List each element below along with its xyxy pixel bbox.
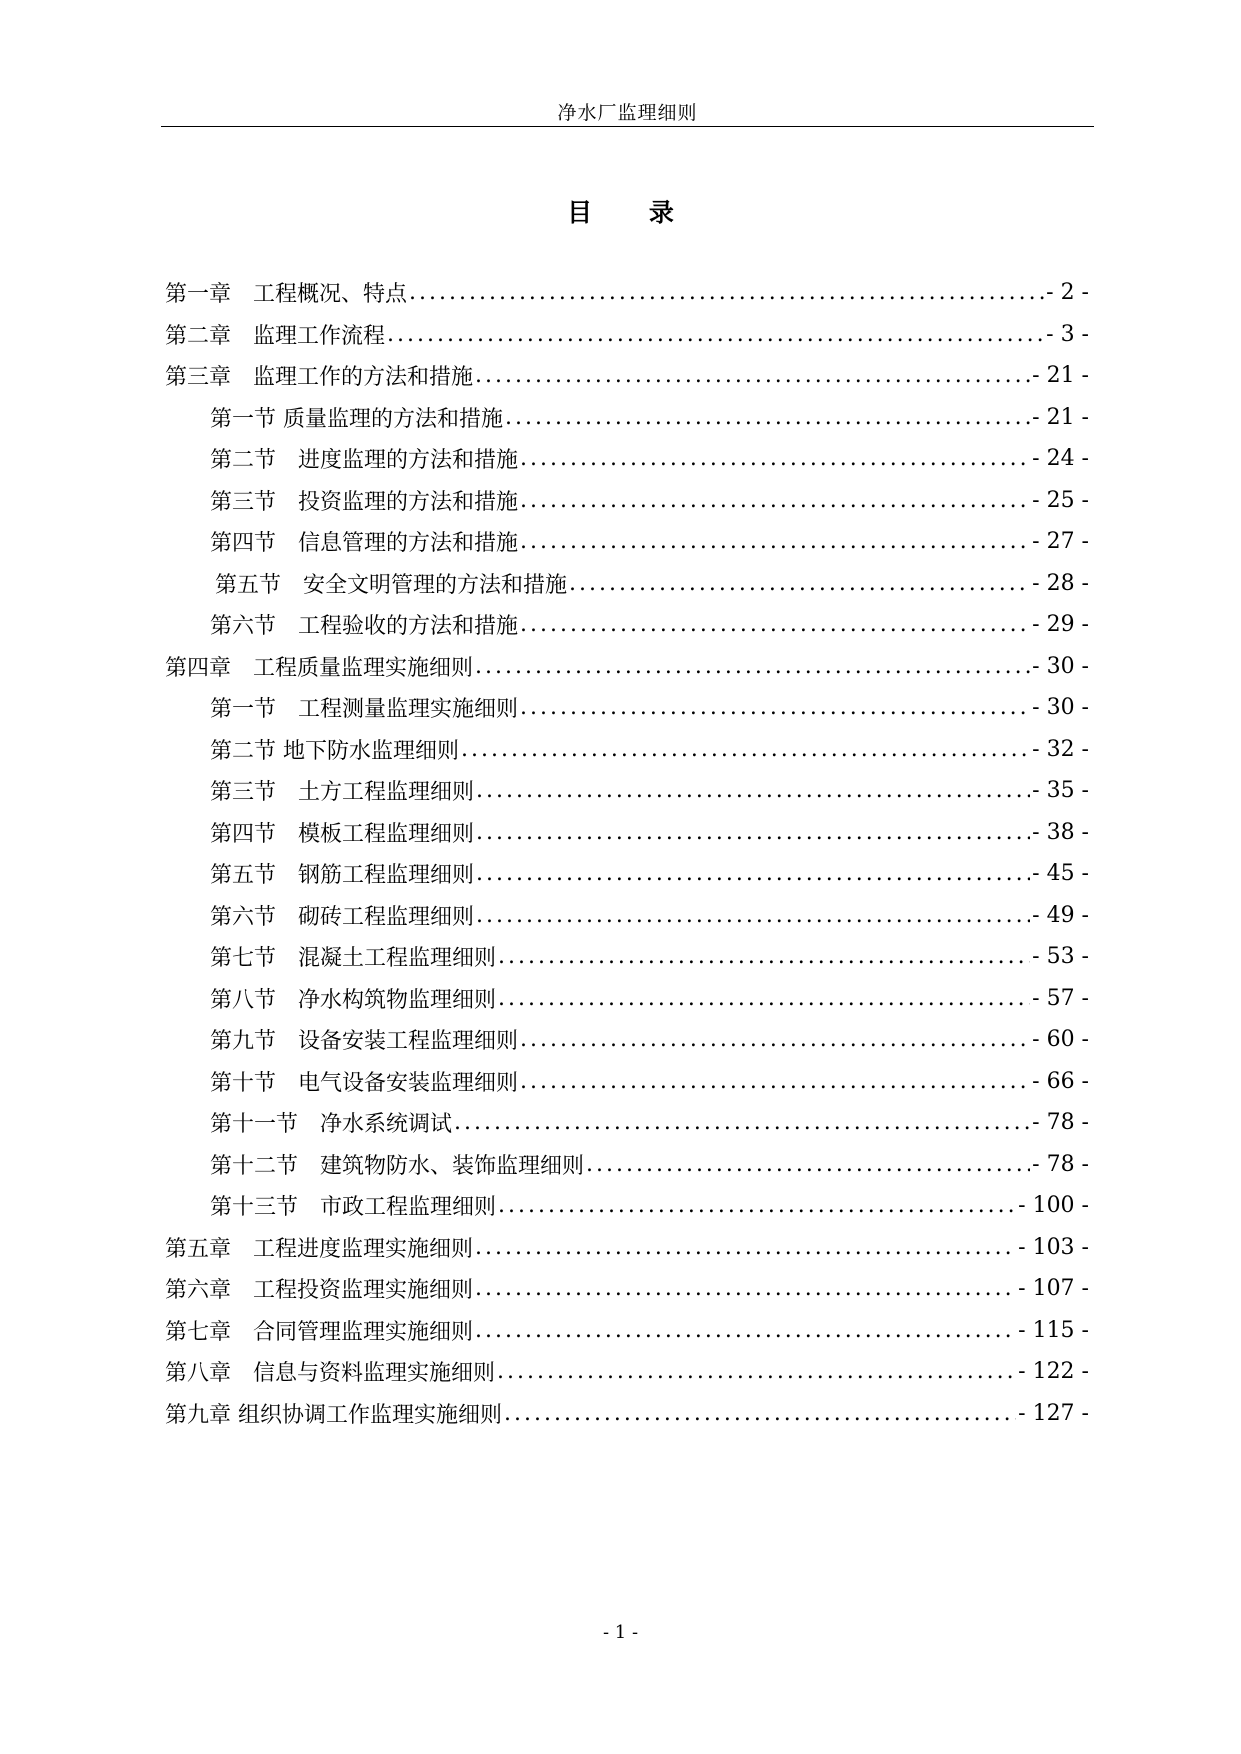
toc-page-number: - 30 - — [1032, 695, 1089, 721]
toc-entry-section[interactable] — [165, 1061, 1089, 1103]
page-footer-number: - 1 - — [602, 1622, 639, 1643]
toc-page-number: - 3 - — [1046, 321, 1089, 347]
toc-entry-section[interactable] — [165, 812, 1089, 854]
dot-leader — [475, 363, 1030, 388]
toc-entry-chapter-3[interactable] — [165, 355, 1089, 397]
toc-entry-section[interactable] — [165, 770, 1089, 812]
toc-entry-text: 第五节 安全文明管理的方法和措施 — [215, 572, 568, 598]
table-of-contents — [165, 272, 1089, 1434]
toc-entry-text: 第五节 钢筋工程监理细则 — [210, 863, 475, 889]
dot-leader — [586, 1152, 1030, 1177]
toc-page-number: - 78 - — [1032, 1110, 1089, 1136]
toc-page-number: - 21 - — [1032, 363, 1089, 389]
toc-entry-text: 第四章 工程质量监理实施细则 — [165, 655, 474, 681]
toc-page-number: - 2 - — [1046, 280, 1089, 306]
dot-leader — [475, 1318, 1016, 1343]
toc-entry-section[interactable] — [165, 521, 1089, 563]
toc-page-number: - 45 - — [1032, 861, 1089, 887]
dot-leader — [498, 986, 1030, 1011]
toc-entry-section[interactable] — [165, 604, 1089, 646]
toc-page-number: - 35 - — [1032, 778, 1089, 804]
toc-page-number: - 60 - — [1032, 1027, 1089, 1053]
dot-leader — [520, 1069, 1030, 1094]
dot-leader — [476, 820, 1030, 845]
toc-entry-section[interactable] — [165, 1144, 1089, 1186]
dot-leader — [497, 1359, 1016, 1384]
toc-page-number: - 32 - — [1032, 736, 1089, 762]
toc-page-number: - 30 - — [1032, 653, 1089, 679]
toc-page-number: - 103 - — [1018, 1234, 1089, 1260]
toc-page-number: - 100 - — [1018, 1193, 1089, 1219]
toc-entry-section[interactable] — [165, 1185, 1089, 1227]
toc-entry-text: 第六节 砌砖工程监理细则 — [210, 904, 475, 930]
toc-entry-chapter-9[interactable] — [165, 1393, 1089, 1435]
dot-leader — [520, 1027, 1030, 1052]
dot-leader — [520, 695, 1030, 720]
dot-leader — [498, 1193, 1016, 1218]
toc-title: 目 录 — [567, 198, 698, 227]
toc-entry-chapter-6[interactable] — [165, 1268, 1089, 1310]
toc-entry-text: 第八节 净水构筑物监理细则 — [210, 987, 497, 1013]
toc-entry-text: 第一章 工程概况、特点 — [165, 282, 408, 308]
toc-page-number: - 25 - — [1032, 487, 1089, 513]
toc-entry-section[interactable] — [165, 936, 1089, 978]
toc-entry-text: 第三节 土方工程监理细则 — [210, 780, 475, 806]
toc-entry-text: 第三章 监理工作的方法和措施 — [165, 365, 474, 391]
toc-entry-text: 第四节 信息管理的方法和措施 — [210, 531, 519, 557]
dot-leader — [504, 1401, 1016, 1426]
toc-entry-chapter-4[interactable] — [165, 646, 1089, 688]
toc-page-number: - 66 - — [1032, 1068, 1089, 1094]
toc-page-number: - 49 - — [1032, 902, 1089, 928]
toc-entry-text: 第八章 信息与资料监理实施细则 — [165, 1361, 496, 1387]
toc-entry-text: 第九节 设备安装工程监理细则 — [210, 1029, 519, 1055]
dot-leader — [476, 861, 1030, 886]
toc-entry-text: 第七节 混凝土工程监理细则 — [210, 946, 497, 972]
dot-leader — [475, 654, 1030, 679]
toc-entry-chapter-8[interactable] — [165, 1351, 1089, 1393]
dot-leader — [387, 322, 1044, 347]
toc-entry-chapter-7[interactable] — [165, 1310, 1089, 1352]
toc-entry-section[interactable] — [165, 563, 1089, 605]
toc-entry-text: 第十二节 建筑物防水、装饰监理细则 — [210, 1153, 585, 1179]
dot-leader — [475, 1276, 1016, 1301]
toc-entry-chapter-5[interactable] — [165, 1227, 1089, 1269]
toc-page-number: - 53 - — [1032, 944, 1089, 970]
toc-entry-section[interactable] — [165, 1102, 1089, 1144]
toc-entry-section[interactable] — [165, 978, 1089, 1020]
toc-page-number: - 21 - — [1032, 404, 1089, 430]
dot-leader — [409, 280, 1044, 305]
toc-entry-text: 第五章 工程进度监理实施细则 — [165, 1236, 474, 1262]
dot-leader — [520, 488, 1030, 513]
toc-page-number: - 57 - — [1032, 985, 1089, 1011]
toc-entry-chapter-1[interactable] — [165, 272, 1089, 314]
toc-entry-section[interactable] — [165, 853, 1089, 895]
toc-page-number: - 29 - — [1032, 612, 1089, 638]
toc-entry-text: 第七章 合同管理监理实施细则 — [165, 1319, 474, 1345]
toc-entry-text: 第四节 模板工程监理细则 — [210, 821, 475, 847]
dot-leader — [520, 529, 1030, 554]
toc-page-number: - 107 - — [1018, 1276, 1089, 1302]
toc-entry-text: 第二节 地下防水监理细则 — [210, 738, 459, 764]
toc-entry-text: 第一节 工程测量监理实施细则 — [210, 697, 519, 723]
toc-page-number: - 28 - — [1032, 570, 1089, 596]
page-header: 净水厂监理细则 — [557, 102, 698, 124]
dot-leader — [461, 737, 1030, 762]
toc-page-number: - 27 - — [1032, 529, 1089, 555]
dot-leader — [476, 903, 1030, 928]
dot-leader — [476, 778, 1030, 803]
dot-leader — [498, 944, 1030, 969]
dot-leader — [505, 405, 1030, 430]
toc-entry-text: 第九章 组织协调工作监理实施细则 — [165, 1402, 502, 1428]
toc-entry-text: 第六节 工程验收的方法和措施 — [210, 614, 519, 640]
toc-entry-section[interactable] — [165, 397, 1089, 439]
toc-page-number: - 115 - — [1018, 1317, 1089, 1343]
toc-entry-section[interactable] — [165, 729, 1089, 771]
dot-leader — [454, 1110, 1030, 1135]
header-divider — [161, 126, 1094, 127]
dot-leader — [475, 1235, 1016, 1260]
toc-page-number: - 122 - — [1018, 1359, 1089, 1385]
toc-entry-text: 第三节 投资监理的方法和措施 — [210, 489, 519, 515]
toc-page-number: - 38 - — [1032, 819, 1089, 845]
toc-entry-text: 第十一节 净水系统调试 — [210, 1112, 453, 1138]
toc-entry-chapter-2[interactable] — [165, 314, 1089, 356]
toc-entry-section[interactable] — [165, 480, 1089, 522]
toc-entry-text: 第十三节 市政工程监理细则 — [210, 1195, 497, 1221]
toc-entry-text: 第六章 工程投资监理实施细则 — [165, 1278, 474, 1304]
toc-entry-section[interactable] — [165, 438, 1089, 480]
toc-entry-section[interactable] — [165, 687, 1089, 729]
toc-entry-section[interactable] — [165, 1019, 1089, 1061]
toc-page-number: - 78 - — [1032, 1151, 1089, 1177]
toc-entry-text: 第一节 质量监理的方法和措施 — [210, 406, 503, 432]
toc-entry-text: 第十节 电气设备安装监理细则 — [210, 1070, 519, 1096]
toc-page-number: - 127 - — [1018, 1400, 1089, 1426]
toc-entry-text: 第二节 进度监理的方法和措施 — [210, 448, 519, 474]
toc-page-number: - 24 - — [1032, 446, 1089, 472]
dot-leader — [520, 612, 1030, 637]
toc-entry-section[interactable] — [165, 895, 1089, 937]
toc-entry-text: 第二章 监理工作流程 — [165, 323, 386, 349]
dot-leader — [520, 446, 1030, 471]
dot-leader — [569, 571, 1030, 596]
